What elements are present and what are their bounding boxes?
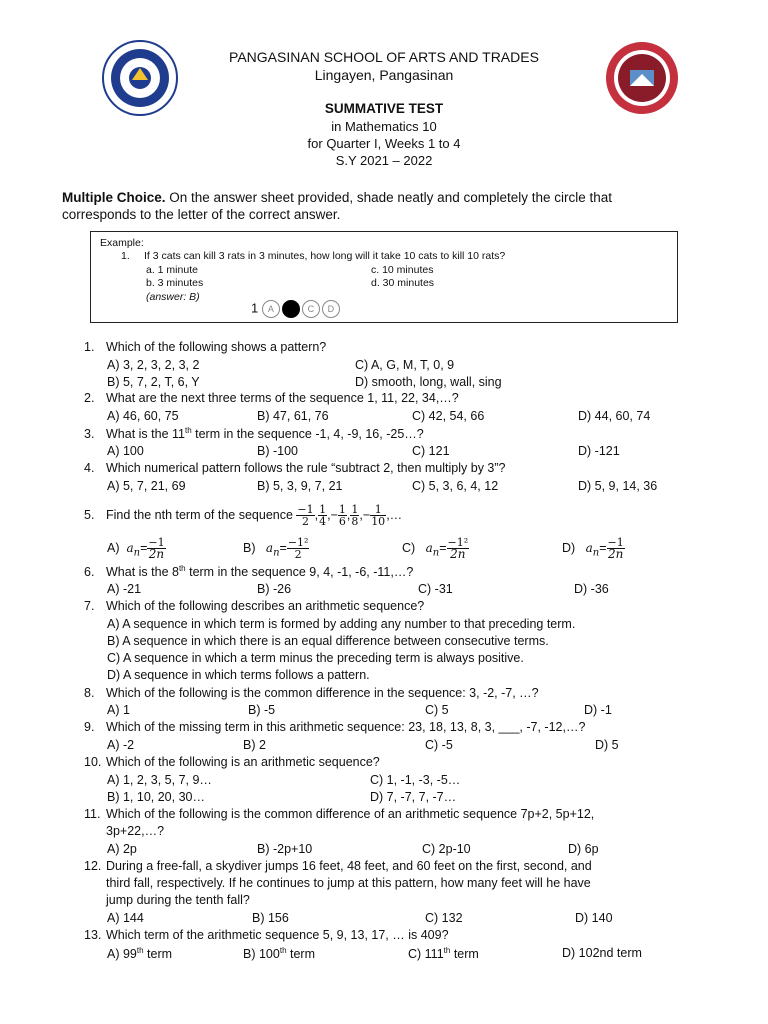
q8-option-a[interactable]: A) 1 xyxy=(107,703,130,717)
example-answer-bubbles xyxy=(251,300,342,318)
q5-option-d[interactable]: D) $a_n=$ $\frac{-1}{2n}$ xyxy=(562,536,624,561)
test-quarter: for Quarter I, Weeks 1 to 4 xyxy=(307,136,461,151)
bubble-a[interactable]: A xyxy=(262,300,280,318)
question-3 xyxy=(84,426,424,441)
q12-text-line3: jump during the tenth fall? xyxy=(106,893,250,907)
q5-option-b[interactable]: B) $a_n=$ $\frac{\text{−1²}}{2}$ xyxy=(243,536,309,561)
ordinal-suffix: th xyxy=(184,426,192,435)
q7-option-c[interactable]: C) A sequence in which a term minus the preceding term is always positive. xyxy=(107,651,524,665)
q12-option-b[interactable]: B) 156 xyxy=(252,911,289,925)
q2-option-d[interactable]: D) 44, 60, 74 xyxy=(578,409,651,423)
q4-option-d[interactable]: D) 5, 9, 14, 36 xyxy=(578,479,658,493)
question-text-end: term in the sequence 9, 4, -1, -6, -11,…? xyxy=(185,565,414,580)
q5-option-c[interactable]: C) $a_n=$ $\frac{\text{−1²}}{2n}$ xyxy=(402,536,469,561)
q1-option-a[interactable]: A) 3, 2, 3, 2, 3, 2 xyxy=(107,358,200,372)
example-answer: (answer: B) xyxy=(146,291,200,303)
q10-option-c[interactable]: C) 1, -1, -3, -5… xyxy=(370,773,461,787)
question-number: 7. xyxy=(84,599,95,613)
question-text-start: What is the 8 xyxy=(106,565,179,580)
fraction: $\frac{1}{10}$ xyxy=(371,503,386,528)
example-option-a: a. 1 minute xyxy=(146,264,198,276)
bubble-d[interactable]: D xyxy=(322,300,340,318)
question-number: 11. xyxy=(84,807,101,821)
question-text-start: What is the 11 xyxy=(106,427,185,442)
school-name: PANGASINAN SCHOOL OF ARTS AND TRADES xyxy=(229,49,539,65)
question-number: 8. xyxy=(84,686,95,700)
q9-option-b[interactable]: B) 2 xyxy=(243,738,266,752)
q10-option-b[interactable]: B) 1, 10, 20, 30… xyxy=(107,790,205,804)
q2-option-b[interactable]: B) 47, 61, 76 xyxy=(257,409,329,423)
question-number: 1. xyxy=(84,340,95,354)
question-number: 3. xyxy=(84,427,95,442)
q6-option-c[interactable]: C) -31 xyxy=(418,582,453,596)
q2-option-c[interactable]: C) 42, 54, 66 xyxy=(412,409,485,423)
q10-option-a[interactable]: A) 1, 2, 3, 5, 7, 9… xyxy=(107,773,212,787)
fraction: $\frac{1}{6}$ xyxy=(338,503,346,528)
question-text: Which term of the arithmetic sequence 5, 9, 13, 17, … is 409? xyxy=(106,928,449,942)
q8-option-d[interactable]: D) -1 xyxy=(584,703,612,717)
question-number: 6. xyxy=(84,565,95,580)
q12-option-c[interactable]: C) 132 xyxy=(425,911,463,925)
q10-option-d[interactable]: D) 7, -7, 7, -7… xyxy=(370,790,457,804)
fraction: $\frac{1}{8}$ xyxy=(351,503,359,528)
q11-option-c[interactable]: C) 2p-10 xyxy=(422,842,471,856)
q9-option-d[interactable]: D) 5 xyxy=(595,738,619,752)
q11-option-d[interactable]: D) 6p xyxy=(568,842,599,856)
question-text-end: term in the sequence -1, 4, -9, 16, -25…? xyxy=(191,427,424,442)
q6-option-d[interactable]: D) -36 xyxy=(574,582,609,596)
q13-option-c[interactable]: C) 111th term xyxy=(408,946,479,962)
question-13 xyxy=(84,928,449,942)
q4-option-a[interactable]: A) 5, 7, 21, 69 xyxy=(107,479,186,493)
question-text: Which of the following shows a pattern? xyxy=(106,340,327,354)
fraction: $\frac{-1}{2}$ xyxy=(297,503,314,528)
example-box xyxy=(90,231,678,323)
bubble-c[interactable]: C xyxy=(302,300,320,318)
instructions-line1: On the answer sheet provided, shade neatly and completely the circle that xyxy=(165,190,613,205)
example-question: If 3 cats can kill 3 rats in 3 minutes, how long will it take 10 cats to kill 10 rats? xyxy=(144,250,506,262)
question-text: Which of the missing term in this arithmetic sequence: 23, 18, 13, 8, 3, ___, -7, -12,…? xyxy=(106,720,586,734)
question-text: Which of the following is an arithmetic sequence? xyxy=(106,755,380,769)
question-text: Which of the following is the common difference of an arithmetic sequence 7p+2, 5p+12, xyxy=(106,807,595,821)
question-text: Which of the following is the common difference in the sequence: 3, -2, -7, …? xyxy=(106,686,539,700)
q4-option-b[interactable]: B) 5, 3, 9, 7, 21 xyxy=(257,479,343,493)
question-text: During a free-fall, a skydiver jumps 16 feet, 48 feet, and 60 feet on the first, second, and xyxy=(106,859,592,873)
question-10 xyxy=(84,755,380,769)
question-2 xyxy=(84,391,459,405)
question-text: What are the next three terms of the sequence 1, 11, 22, 34,…? xyxy=(106,391,459,405)
q1-option-c[interactable]: C) A, G, M, T, 0, 9 xyxy=(355,358,455,372)
example-number: 1. xyxy=(121,250,130,262)
q13-option-a[interactable]: A) 99th term xyxy=(107,946,173,962)
q4-option-c[interactable]: C) 5, 3, 6, 4, 12 xyxy=(412,479,499,493)
question-number: 2. xyxy=(84,391,95,405)
question-12 xyxy=(84,859,592,873)
q7-option-d[interactable]: D) A sequence in which terms follows a pattern. xyxy=(107,668,370,682)
question-number: 4. xyxy=(84,461,95,475)
bubble-b-filled[interactable]: B xyxy=(282,300,300,318)
q3-option-d[interactable]: D) -121 xyxy=(578,444,620,458)
q3-option-a[interactable]: A) 100 xyxy=(107,444,144,458)
question-1 xyxy=(84,340,326,354)
q9-option-a[interactable]: A) -2 xyxy=(107,738,135,752)
example-option-d: d. 30 minutes xyxy=(371,277,435,289)
ordinal-suffix: th xyxy=(178,564,186,573)
question-8 xyxy=(84,686,539,700)
question-7 xyxy=(84,599,424,613)
question-number: 10. xyxy=(84,755,102,769)
question-9 xyxy=(84,720,585,734)
test-subject: in Mathematics 10 xyxy=(331,119,437,134)
question-11 xyxy=(84,807,594,821)
question-number: 5. xyxy=(84,507,95,522)
example-option-c: c. 10 minutes xyxy=(371,264,434,276)
question-number: 9. xyxy=(84,720,95,734)
q12-option-d[interactable]: D) 140 xyxy=(575,911,613,925)
q8-option-b[interactable]: B) -5 xyxy=(248,703,276,717)
question-number: 13. xyxy=(84,928,102,942)
q11-text-line2: 3p+22,…? xyxy=(106,824,165,838)
q13-option-d[interactable]: D) 102nd term xyxy=(562,946,642,960)
q11-option-a[interactable]: A) 2p xyxy=(107,842,137,856)
fraction: $\frac{1}{4}$ xyxy=(319,503,327,528)
q7-option-b[interactable]: B) A sequence in which there is an equal difference between consecutive terms. xyxy=(107,634,549,648)
example-option-b: b. 3 minutes xyxy=(146,277,204,289)
question-number: 12. xyxy=(84,859,102,873)
q3-option-b[interactable]: B) -100 xyxy=(257,444,298,458)
test-title: SUMMATIVE TEST xyxy=(324,101,444,116)
instructions-heading: Multiple Choice. xyxy=(62,190,166,205)
question-text: Which of the following describes an arithmetic sequence? xyxy=(106,599,425,613)
q13-option-b[interactable]: B) 100th term xyxy=(243,946,315,962)
question-5 xyxy=(84,504,402,527)
question-4 xyxy=(84,461,505,475)
bubble-row-number: 1 xyxy=(251,300,259,316)
question-6 xyxy=(84,564,413,579)
sequence-expression: $\frac{-1}{2}$ , $\frac{1}{4}$ ,− $\frac{1}{6}$ , $\frac{1}{8}$ ,− $\frac{1}{10}$ ,… xyxy=(297,503,403,528)
instructions xyxy=(62,190,612,205)
question-text: Which numerical pattern follows the rule “subtract 2, then multiply by 3”? xyxy=(106,461,506,475)
q5-option-a[interactable]: A) $a_n=$ $\frac{-1}{2n}$ xyxy=(107,536,165,561)
instructions-line2: corresponds to the letter of the correct answer. xyxy=(62,207,341,222)
q12-option-a[interactable]: A) 144 xyxy=(107,911,144,925)
q1-option-b[interactable]: B) 5, 7, 2, T, 6, Y xyxy=(107,375,200,389)
q6-option-b[interactable]: B) -26 xyxy=(257,582,292,596)
q11-option-b[interactable]: B) -2p+10 xyxy=(257,842,313,856)
q7-option-a[interactable]: A) A sequence in which term is formed by adding any number to that preceding term. xyxy=(107,617,576,631)
q1-option-d[interactable]: D) smooth, long, wall, sing xyxy=(355,375,502,389)
q8-option-c[interactable]: C) 5 xyxy=(425,703,449,717)
q12-text-line2: third fall, respectively. If he continues to jump at this pattern, how many feet will he have xyxy=(106,876,591,890)
school-location: Lingayen, Pangasinan xyxy=(314,67,454,83)
q9-option-c[interactable]: C) -5 xyxy=(425,738,453,752)
school-year: S.Y 2021 – 2022 xyxy=(335,153,433,168)
q3-option-c[interactable]: C) 121 xyxy=(412,444,450,458)
q6-option-a[interactable]: A) -21 xyxy=(107,582,142,596)
question-text: Find the nth term of the sequence xyxy=(106,507,293,522)
q2-option-a[interactable]: A) 46, 60, 75 xyxy=(107,409,179,423)
example-label: Example: xyxy=(100,237,144,249)
